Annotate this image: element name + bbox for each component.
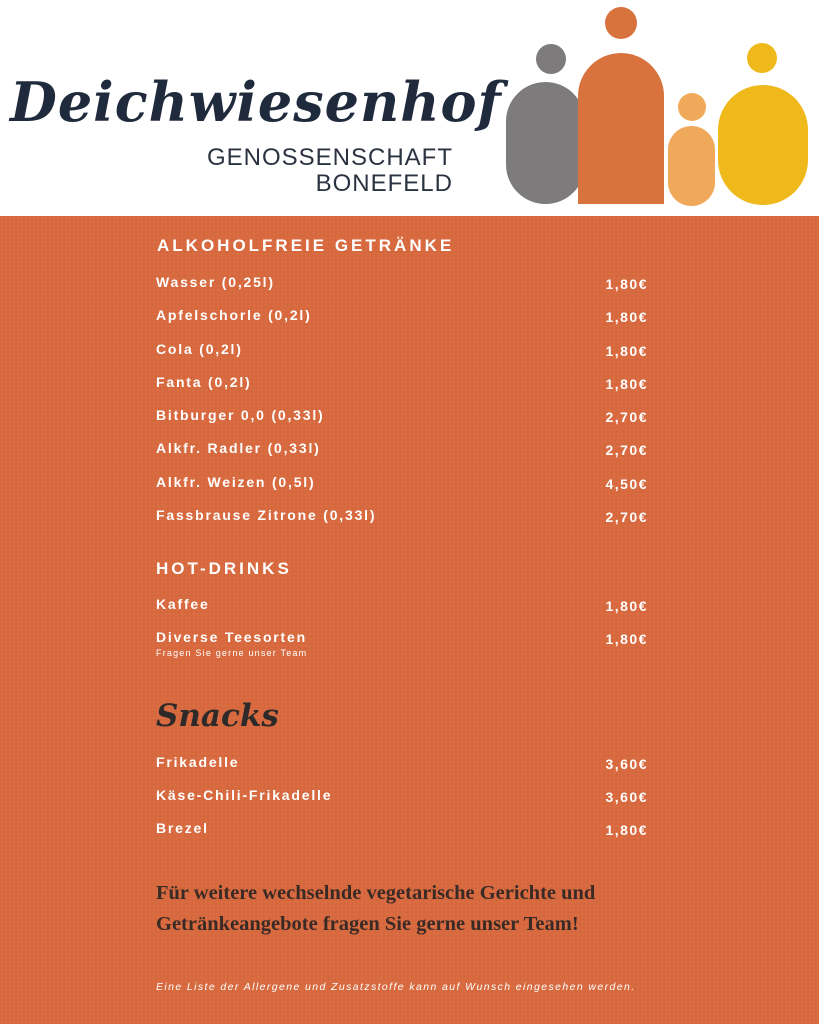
brand-name: Deichwiesenhof: [10, 70, 502, 134]
item-name: Diverse Teesorten: [156, 629, 307, 645]
item-name: Fassbrause Zitrone (0,33l): [156, 507, 377, 523]
item-name: Wasser (0,25l): [156, 274, 275, 290]
menu-item: [156, 440, 648, 462]
logo-yellow-head: [747, 43, 777, 73]
logo-yellow-body: [718, 85, 808, 205]
item-name: Cola (0,2l): [156, 341, 243, 357]
menu-panel: [0, 216, 819, 1024]
item-name: Alkfr. Radler (0,33l): [156, 440, 321, 456]
item-name: Bitburger 0,0 (0,33l): [156, 407, 325, 423]
item-price: 1,80€: [605, 343, 648, 359]
logo-orange-body: [578, 53, 664, 204]
menu-item: [156, 407, 648, 429]
info-text: Für weitere wechselnde vegetarische Gerichte und Getränkeangebote fragen Sie gerne unser Team!: [156, 882, 596, 935]
item-name: Alkfr. Weizen (0,5l): [156, 474, 316, 490]
logo-gray-body: [506, 82, 585, 204]
item-price: 2,70€: [605, 442, 648, 458]
people-logo-icon: [500, 0, 819, 216]
item-price: 1,80€: [605, 598, 648, 614]
item-name: Brezel: [156, 820, 209, 836]
allergen-note: Eine Liste der Allergene und Zusatzstoffe kann auf Wunsch eingesehen werden.: [156, 981, 636, 993]
menu-item: [156, 474, 648, 496]
section-title-non-alcoholic: ALKOHOLFREIE GETRÄNKE: [157, 236, 455, 255]
menu-item: [156, 820, 648, 842]
menu-item: [156, 507, 648, 529]
item-price: 1,80€: [605, 631, 648, 647]
menu-item: [156, 629, 648, 658]
menu-item: [156, 341, 648, 363]
item-name: Kaffee: [156, 596, 210, 612]
item-name: Frikadelle: [156, 754, 240, 770]
brand-subtitle-line1: GENOSSENSCHAFT: [206, 144, 453, 171]
item-name: Fanta (0,2l): [156, 374, 252, 390]
logo-light-orange-body: [668, 126, 715, 206]
item-price: 3,60€: [605, 756, 648, 772]
item-price: 2,70€: [605, 409, 648, 425]
menu-item: [156, 274, 648, 296]
item-price: 1,80€: [605, 276, 648, 292]
section-title-snacks: Snacks: [156, 698, 279, 734]
logo-orange-head: [605, 7, 637, 39]
item-price: 1,80€: [605, 822, 648, 838]
menu-item: [156, 596, 648, 618]
section-title-hot-drinks: HOT-DRINKS: [156, 559, 292, 578]
brand-subtitle-line2: BONEFELD: [315, 170, 453, 197]
item-price: 1,80€: [605, 309, 648, 325]
item-price: 1,80€: [605, 376, 648, 392]
menu-item: [156, 787, 648, 809]
item-price: 2,70€: [605, 509, 648, 525]
menu-item: [156, 307, 648, 329]
logo-light-orange-head: [678, 93, 706, 121]
item-price: 3,60€: [605, 789, 648, 805]
menu-item: [156, 374, 648, 396]
item-name: Käse-Chili-Frikadelle: [156, 787, 333, 803]
menu-item: [156, 754, 648, 776]
header: [0, 0, 819, 216]
item-price: 4,50€: [605, 476, 648, 492]
item-note: Fragen Sie gerne unser Team: [156, 648, 308, 658]
item-name: Apfelschorle (0,2l): [156, 307, 312, 323]
logo-gray-head: [536, 44, 566, 74]
